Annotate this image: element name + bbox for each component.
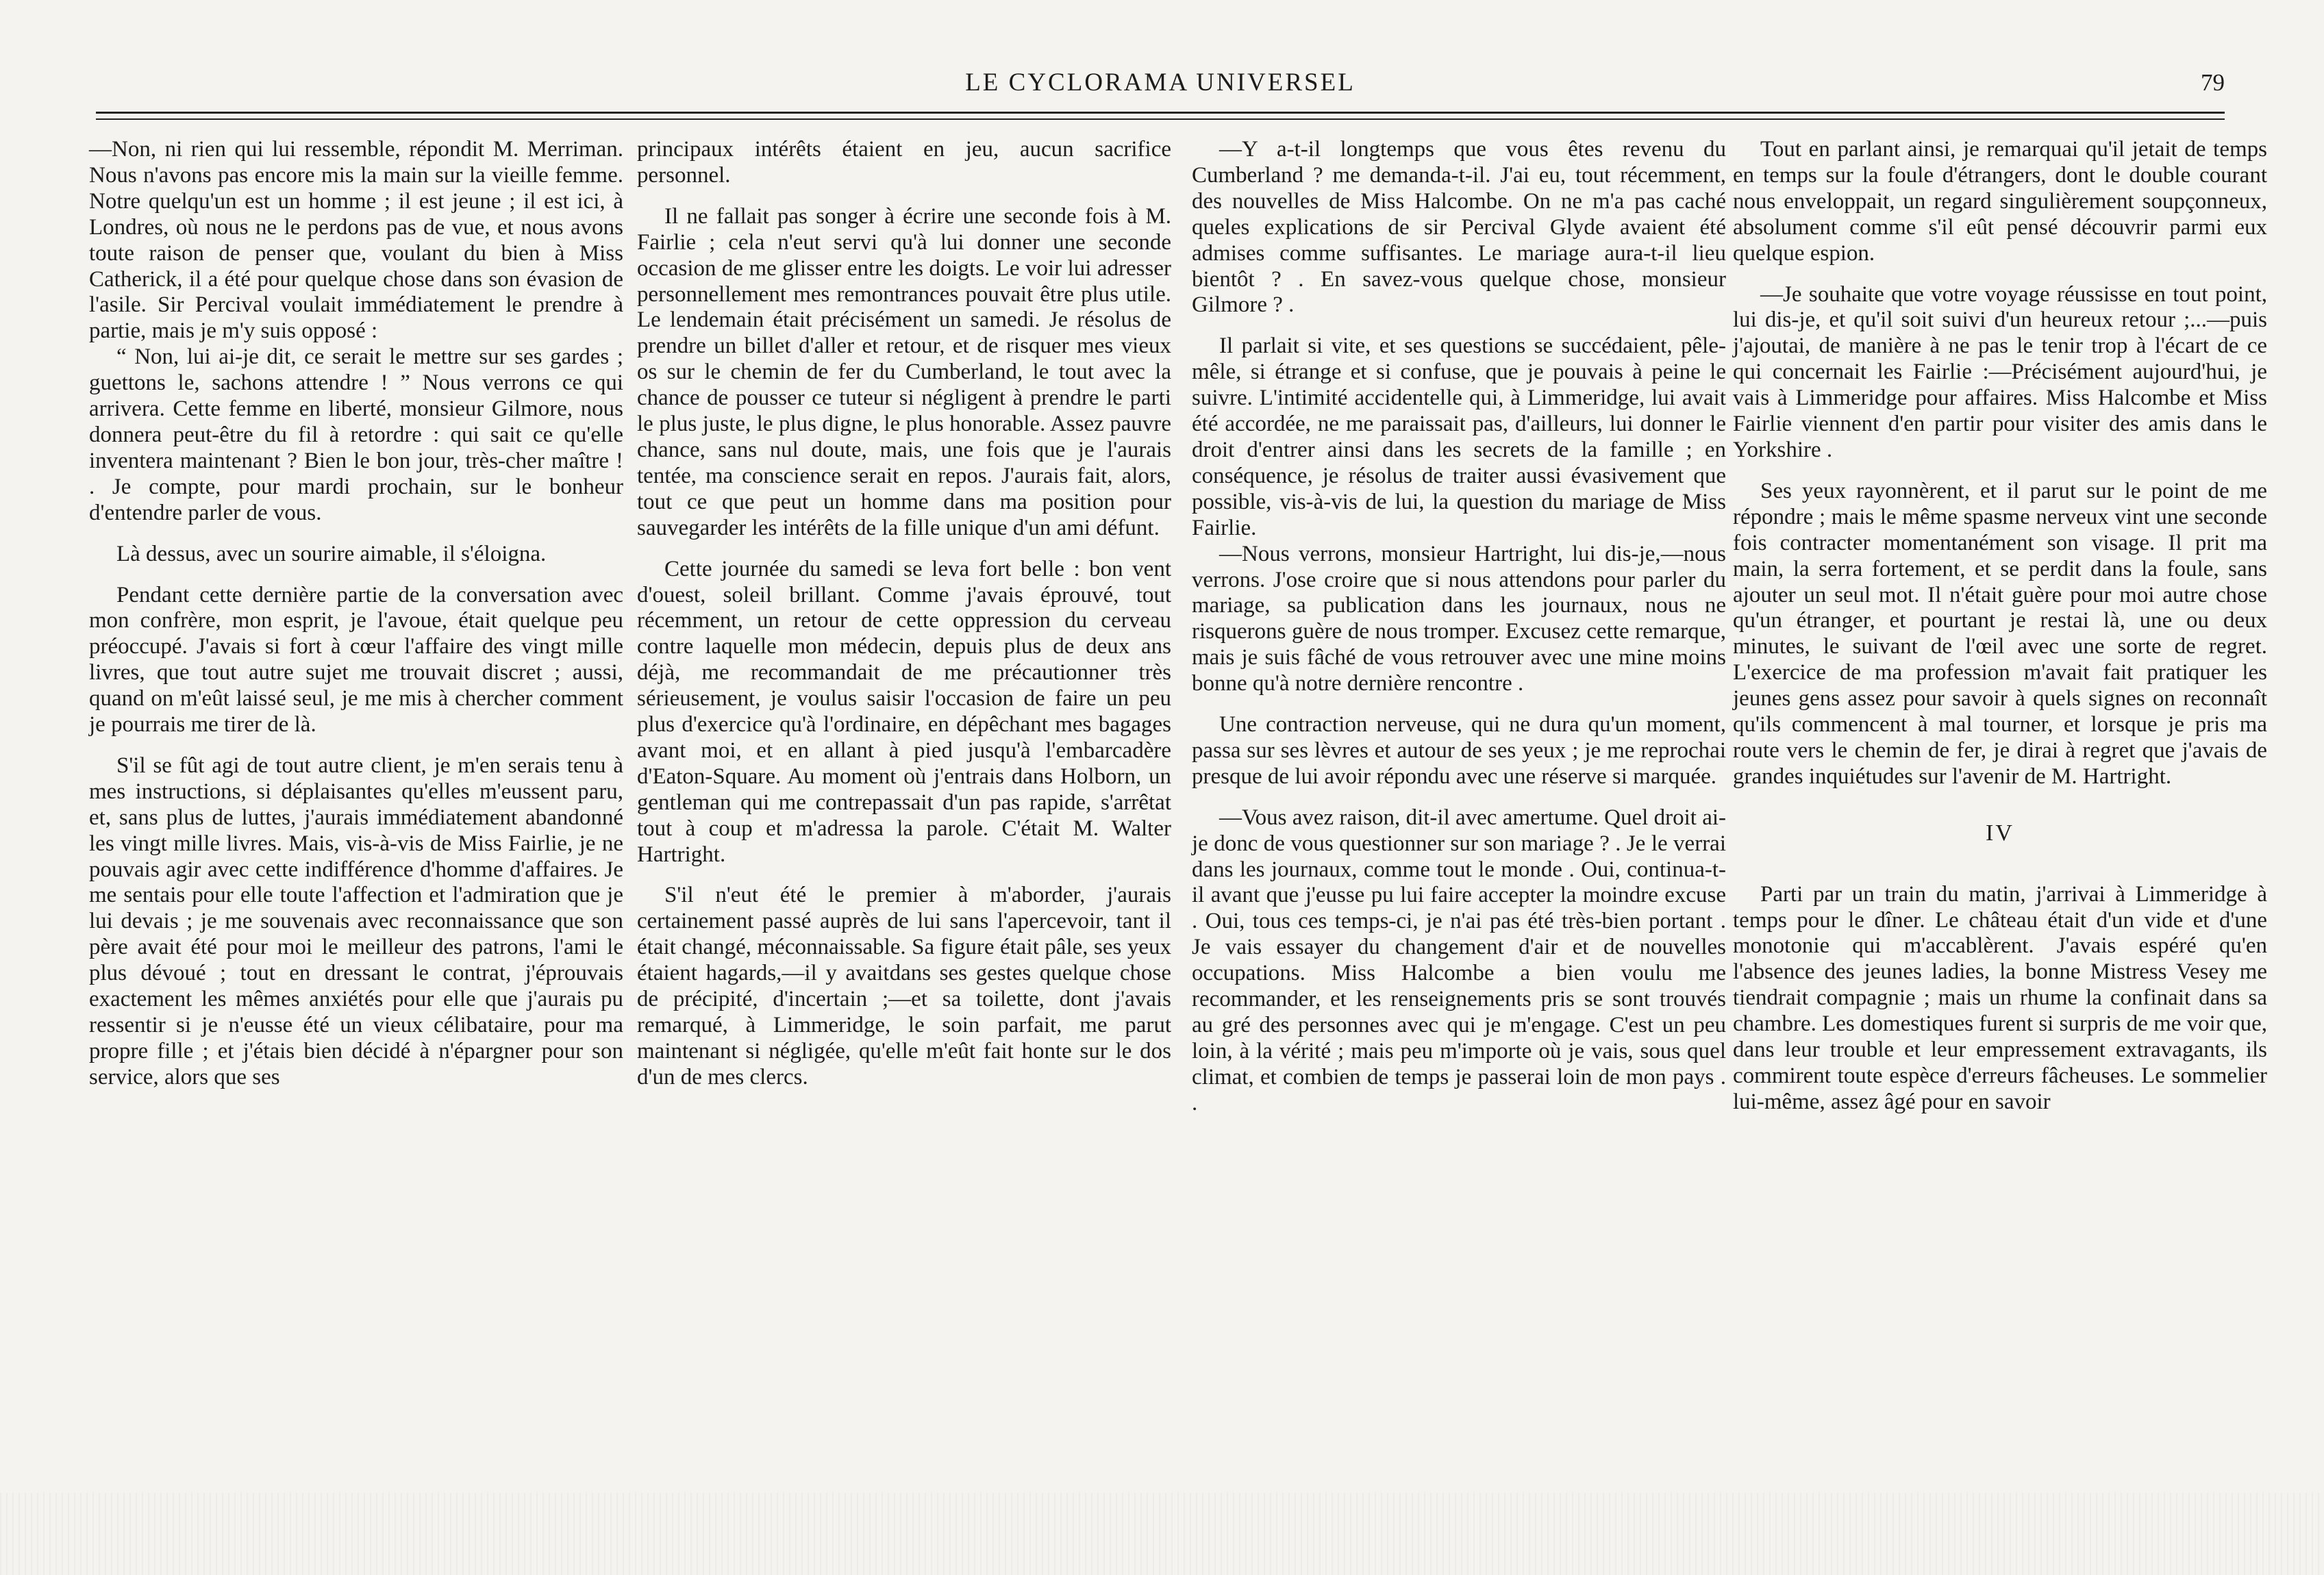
- paragraph: Il ne fallait pas songer à écrire une seconde fois à M. Fairlie ; cela n'eut servi qu'à lui donner une seconde occasion de me glisser entre les doigts. Le voir lui adresser personnellement mes remontrances pouvait être plus utile. Le lendemain était précisément un samedi. Je résolus de prendre un billet d'aller et retour, et de risquer mes vieux os sur le chemin de fer du Cumberland, le tout avec la chance de pousser ce tuteur si négligent à prendre le parti le plus juste, le plus digne, le plus honorable. Assez pauvre chance, sans nul doute, mais, une fois que je l'aurais tentée, ma conscience serait en repos. J'aurais fait, alors, tout ce que peut un homme dans ma position pour sauvegarder les intérêts de la fille unique d'un ami défunt.: [637, 203, 1171, 540]
- paragraph: —Vous avez raison, dit-il avec amertume. Quel droit ai-je donc de vous questionner sur son mariage ? . Je le verrai dans les journaux, comme tout le monde . Oui, continua-t-il avant que j'eusse pu lui faire accepter la moindre excuse . Oui, tous ces temps-ci, je n'ai pas été très-bien portant . Je vais essayer du changement d'air et de nouvelles occupations. Miss Halcombe a bien voulu me recommander, et les renseignements pris se sont trouvés au gré des personnes avec qui je m'engage. C'est un peu loin, à la vérité ; mais peu m'importe où je vais, sous quel climat, et combien de temps je passerai loin de mon pays . .: [1192, 805, 1726, 1116]
- text-column-2: [637, 137, 1171, 1424]
- paragraph: —Nous verrons, monsieur Hartright, lui dis-je,—nous verrons. J'ose croire que si nous attendons pour parler du mariage, sa publication dans les journaux, nous ne risquerons guère de nous tromper. Excusez cette remarque, mais je suis fâché de vous retrouver avec une mine moins bonne qu'à notre dernière rencontre .: [1192, 541, 1726, 696]
- text-column-1: [89, 137, 623, 1424]
- paragraph: S'il n'eut été le premier à m'aborder, j'aurais certainement passé auprès de lui sans l'apercevoir, tant il était changé, méconnaissable. Sa figure était pâle, ses yeux étaient hagards,—il y avaitdans ses gestes quelque chose de précipité, d'incertain ;—et sa toilette, dont j'avais remarqué, à Limmeridge, le soin parfait, me parut maintenant si négligée, qu'elle m'eût fait honte sur le dos d'un de mes clercs.: [637, 883, 1171, 1089]
- paragraph: Ses yeux rayonnèrent, et il parut sur le point de me répondre ; mais le même spasme nerveux vint une seconde fois contracter momentanément son visage. Il prit ma main, la serra fortement, et se perdit dans la foule, sans ajouter un seul mot. Il n'était guère pour moi autre chose qu'un étranger, et pourtant je restai là, une ou deux minutes, le suivant de l'œil avec une sorte de regret. L'exercice de ma profession m'avait fait pratiquer les jeunes gens assez pour savoir à quels signes on reconnaît qu'ils commencent à mal tourner, et lorsque je pris ma route vers le chemin de fer, je dirai à regret que j'avais de grandes inquiétudes sur l'avenir de M. Hartright.: [1733, 478, 2267, 789]
- paragraph: Tout en parlant ainsi, je remarquai qu'il jetait de temps en temps sur la foule d'étrangers, dont le double courant nous enveloppait, un regard singulièrement soupçonneux, absolument comme s'il eût pensé découvrir parmi eux quelque espion.: [1733, 137, 2267, 266]
- paragraph: Là dessus, avec un sourire aimable, il s'éloigna.: [116, 541, 547, 566]
- paragraph: Cette journée du samedi se leva fort belle : bon vent d'ouest, soleil brillant. Comme j'avais éprouvé, tout récemment, un retour de cette oppression du cerveau contre laquelle mon médecin, depuis plus de deux ans déjà, me recommandait de me précautionner très sérieusement, je voulus saisir l'occasion de faire un peu plus d'exercice qu'à l'ordinaire, en dépêchant mes bagages avant moi, et en allant à pied jusqu'à l'embarcadère d'Eaton-Square. Au moment où j'entrais dans Holborn, un gentleman qui me contrepassait d'un pas rapide, s'arrêtat tout à coup et m'adressa la parole. C'était M. Walter Hartright.: [637, 556, 1171, 867]
- paragraph: “ Non, lui ai-je dit, ce serait le mettre sur ses gardes ; guettons le, sachons attendre ! ” Nous verrons ce qui arrivera. Cette femme en liberté, monsieur Gilmore, nous donnera peut-être du fil à retordre : qui sait ce qu'elle inventera maintenant ? Bien le bon jour, très-cher maître ! . Je compte, pour mardi prochain, sur le bonheur d'entendre parler de vous.: [89, 344, 623, 525]
- header-rule: [96, 112, 2225, 114]
- paragraph: Il parlait si vite, et ses questions se succédaient, pêle-mêle, si étrange et si confuse, que je pouvais à peine le suivre. L'intimité accidentelle qui, à Limmeridge, lui avait été accordée, ne me paraissait pas, d'ailleurs, lui donner le droit d'entrer ainsi dans les secrets de la famille ; en conséquence, je résolus de traiter aussi évasivement que possible, vis-à-vis de lui, la question du mariage de Miss Fairlie.: [1192, 333, 1726, 540]
- text-column-3: [1192, 137, 1726, 1424]
- text-column-4: [1733, 137, 2267, 1424]
- paragraph: principaux intérêts étaient en jeu, aucun sacrifice personnel.: [637, 137, 1171, 188]
- print-speckle-texture: [0, 1493, 2324, 1575]
- paragraph: —Y a-t-il longtemps que vous êtes revenu du Cumberland ? me demanda-t-il. J'ai eu, tout récemment, des nouvelles de Miss Halcombe. On ne m'a pas caché queles explications de sir Percival Glyde avaient été admises comme suffisantes. Le mariage aura-t-il lieu bientôt ? . En savez-vous quelque chose, monsieur Gilmore ? .: [1192, 137, 1726, 318]
- running-head: [96, 66, 2225, 107]
- paragraph: Pendant cette dernière partie de la conversation avec mon confrère, mon esprit, je l'avoue, était quelque peu préoccupé. J'avais si fort à cœur l'affaire des vingt mille livres, que tout autre sujet me trouvait discret ; aussi, quand on m'eût laissé seul, je me mis à chercher comment je pourrais me tirer de là.: [89, 582, 623, 738]
- page-header-title: LE CYCLORAMA UNIVERSEL: [965, 68, 1355, 97]
- paragraph: —Je souhaite que votre voyage réussisse en tout point, lui dis-je, et qu'il soit suivi d'un heureux retour ;...—puis j'ajoutai, de manière à ne pas le tenir trop à l'écart de ce qui concernait les Fairlie :—Précisément aujourd'hui, je vais à Limmeridge pour affaires. Miss Halcombe et Miss Fairlie viennent d'en partir pour visiter des amis dans le Yorkshire .: [1733, 281, 2267, 462]
- paragraph: Une contraction nerveuse, qui ne dura qu'un moment, passa sur ses lèvres et autour de ses yeux ; je me reprochai presque de lui avoir répondu avec une réserve si marquée.: [1192, 712, 1726, 789]
- page-number: 79: [2201, 69, 2225, 96]
- paragraph: Parti par un train du matin, j'arrivai à Limmeridge à temps pour le dîner. Le château était d'un vide et d'une monotonie qui m'accablèrent. J'avais espéré qu'en l'absence des jeunes ladies, la bonne Mistress Vesey me tiendrait compagnie ; mais un rhume la confinait dans sa chambre. Les domestiques furent si surpris de me voir que, dans leur trouble et leur empressement extravagants, ils commirent toute espèce d'erreurs fâcheuses. Le sommelier lui-même, assez âgé pour en savoir: [1733, 881, 2267, 1114]
- chapter-heading: IV: [1986, 820, 2014, 846]
- paragraph: —Non, ni rien qui lui ressemble, répondit M. Merriman. Nous n'avons pas encore mis la main sur la vieille femme. Notre quelqu'un est un homme ; il est jeune ; il est ici, à Londres, où nous ne le perdons pas de vue, et nous avons toute raison de penser que, voulant du bien à Miss Catherick, il a été pour quelque chose dans son évasion de l'asile. Sir Percival voulait immédiatement le prendre à partie, mais je m'y suis opposé :: [89, 137, 623, 344]
- header-rule-thin: [96, 118, 2225, 120]
- paragraph: S'il se fût agi de tout autre client, je m'en serais tenu à mes instructions, si déplaisantes qu'elles m'eussent paru, et, sans plus de luttes, j'aurais immédiatement abandonné les vingt mille livres. Mais, vis-à-vis de Miss Fairlie, je ne pouvais agir avec cette indifférence d'homme d'affaires. Je me sentais pour elle toute l'affection et l'admiration que je lui devais ; je me souvenais avec reconnaissance que son père avait été pour moi le meilleur des patrons, l'ami le plus dévoué ; tout en dressant le contrat, j'éprouvais exactement les mêmes anxiétés pour elle que j'aurais pu ressentir si je n'eusse été un vieux célibataire, pour ma propre fille ; et j'étais bien décidé à n'épargner pour son service, alors que ses: [89, 753, 623, 1089]
